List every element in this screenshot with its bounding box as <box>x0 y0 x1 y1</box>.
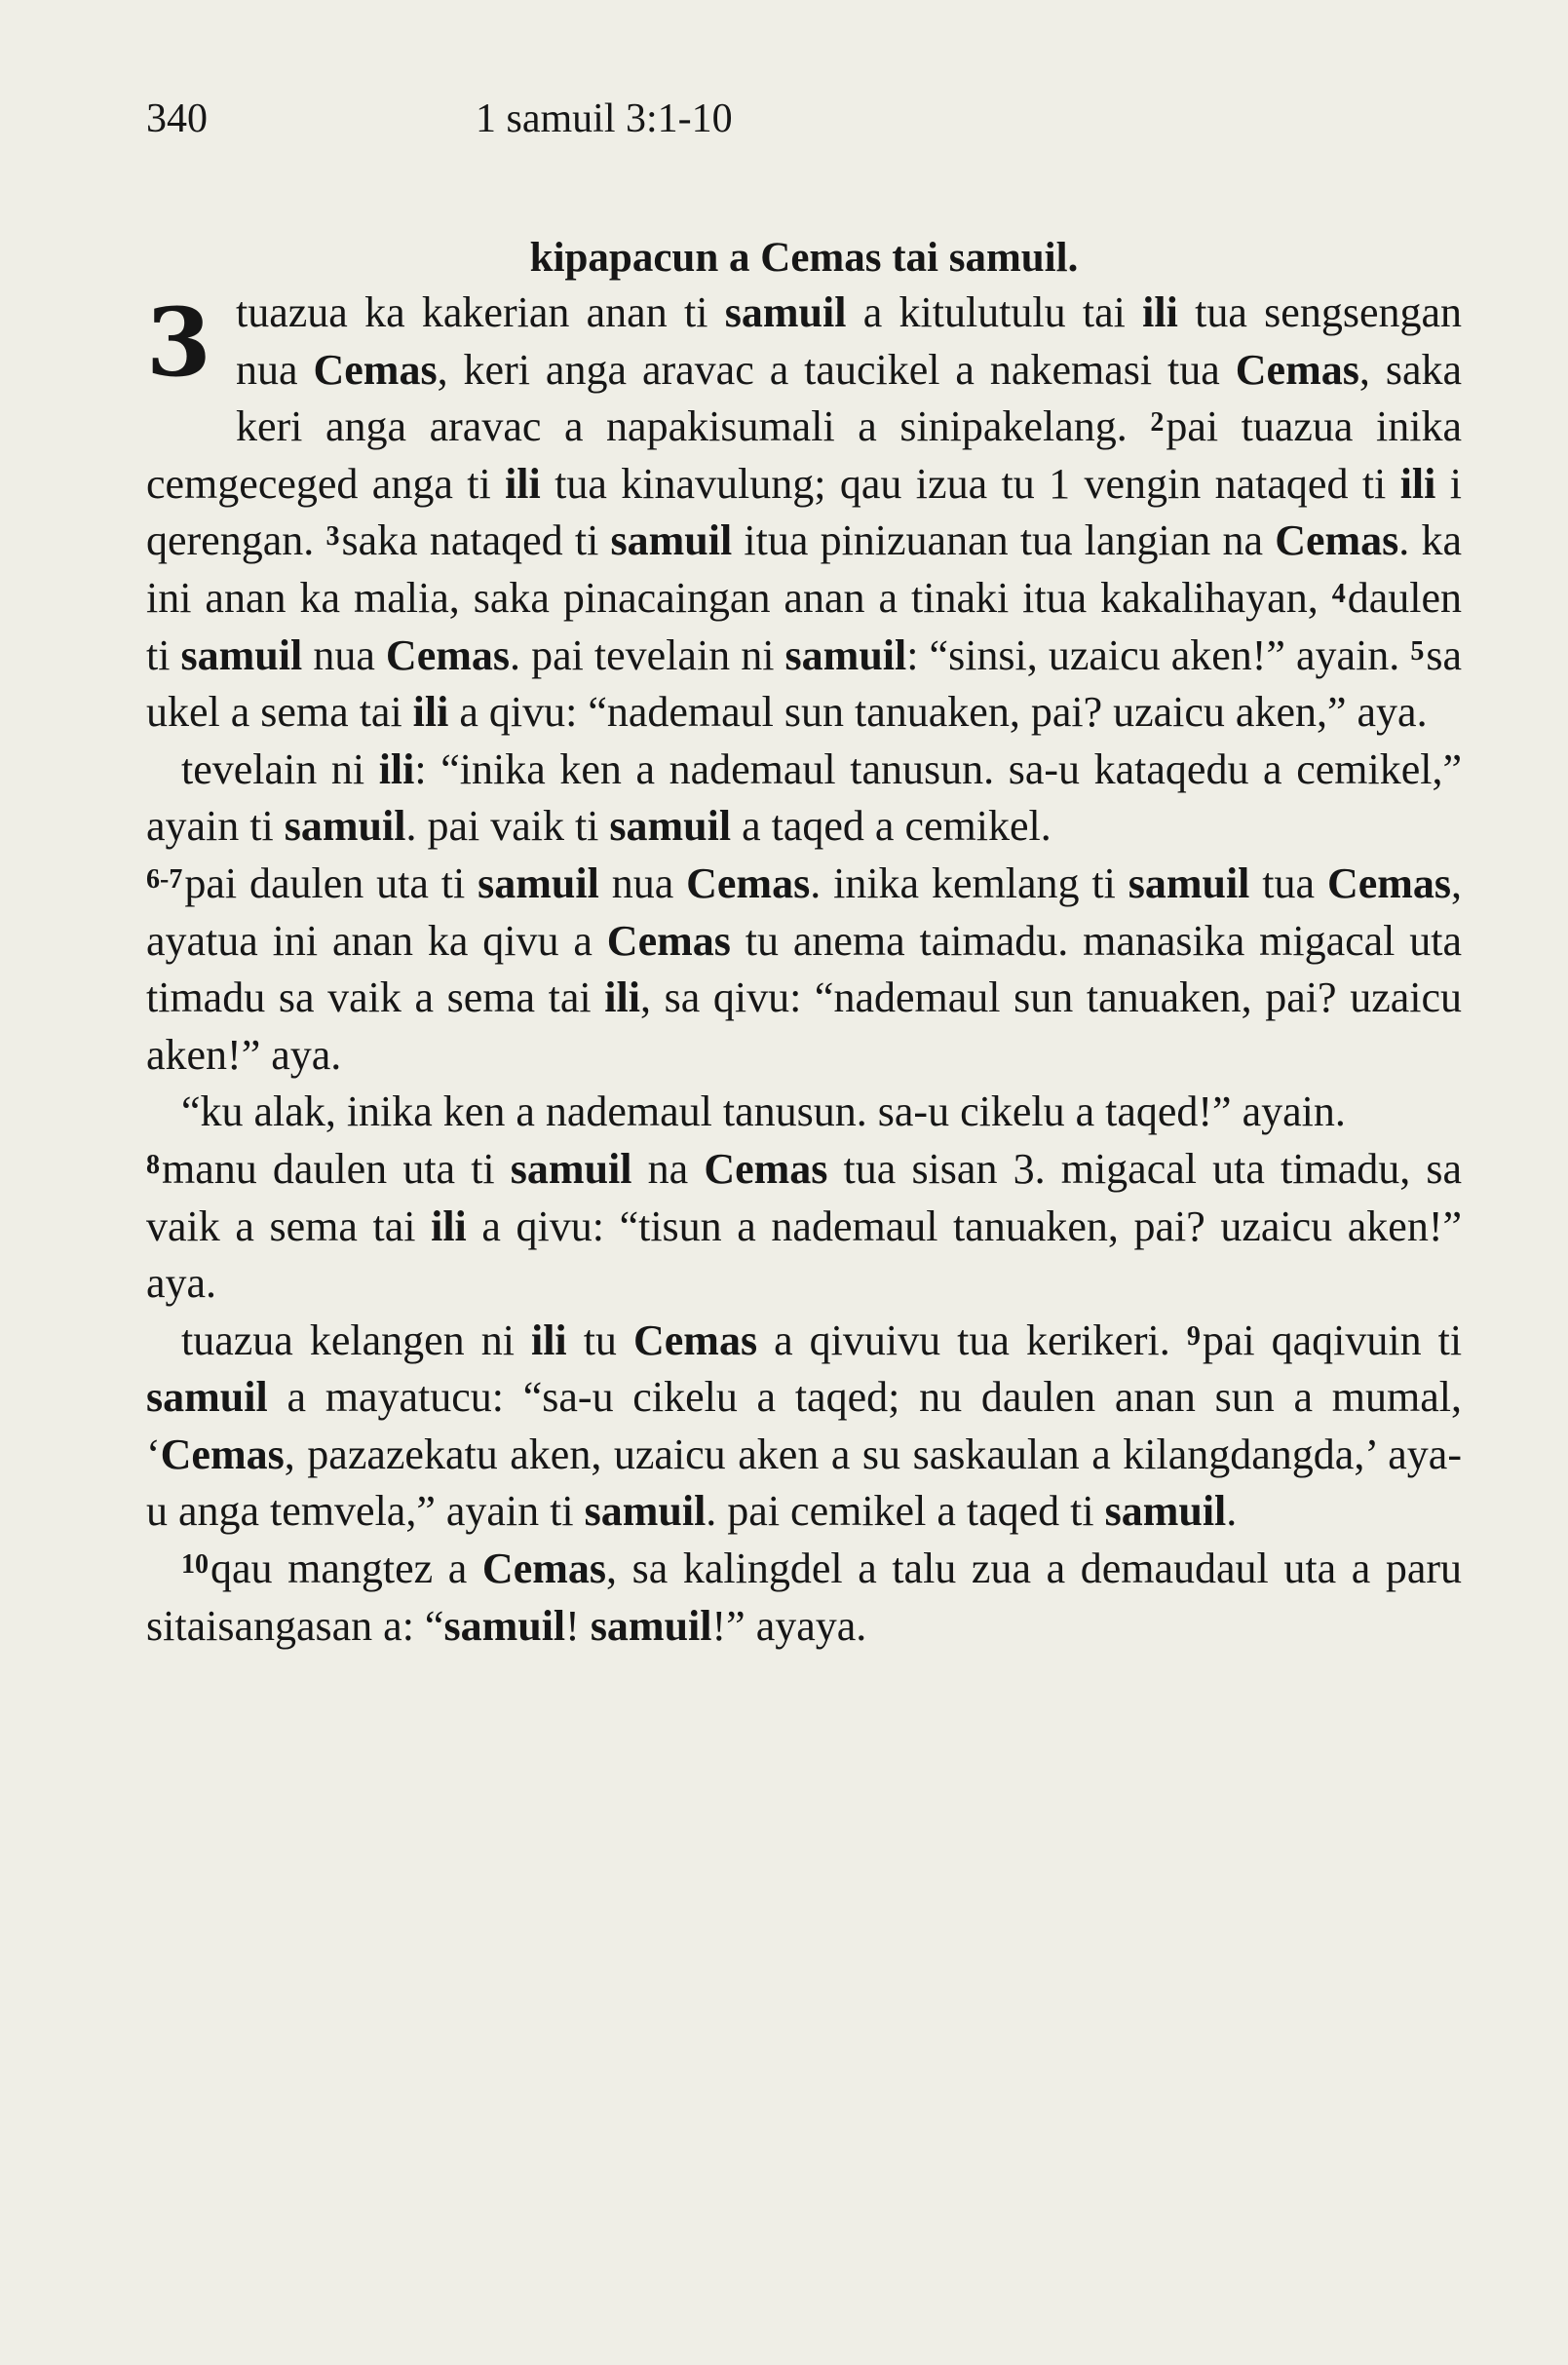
name-bold: samuil <box>724 288 847 336</box>
verse-text: manu daulen uta ti <box>162 1144 495 1193</box>
name-bold: ili <box>1142 288 1178 336</box>
verse-text: pai daulen uta ti <box>184 858 466 907</box>
verse-text: tuazua kelangen ni <box>181 1316 515 1364</box>
verse-text: itua pinizuanan tua langian na <box>744 516 1263 565</box>
verse-text: tua sengsengan nua <box>236 288 1463 394</box>
name-bold: samuil <box>284 802 406 851</box>
verse-text: . pai tevelain ni <box>510 630 775 679</box>
verse-number: 4 <box>1331 578 1346 609</box>
verse-text: . pai vaik ti <box>405 802 599 851</box>
verse-number: 5 <box>1410 635 1425 667</box>
verse-text: tevelain ni <box>181 744 365 793</box>
name-bold: Cemas <box>160 1430 285 1478</box>
name-bold: ili <box>505 459 541 508</box>
verse-text: : “sinsi, uzaicu aken!” ayain. <box>906 630 1400 679</box>
paragraph-7 <box>146 1541 1462 1655</box>
name-bold: ili <box>412 688 449 737</box>
verse-text: a mayatucu: “sa-u cikelu a taqed; nu daulen anan sun a mumal, ‘ <box>146 1373 1462 1478</box>
verse-text: . ka ini anan ka malia, saka pinacaingan anan a tinaki itua kakalihayan, <box>146 516 1463 622</box>
paragraph-5 <box>146 1141 1462 1313</box>
verse-text: tu anema taimadu. manasika migacal uta timadu sa vaik a sema tai <box>146 916 1463 1022</box>
verse-text: , sa kalingdel a talu zua a demaudaul uta a paru sitaisangasan a: “ <box>146 1545 1463 1650</box>
verse-text: a qivu: “tisun a nademaul tanuaken, pai? uzaicu aken!” aya. <box>146 1202 1463 1308</box>
paragraph-1 <box>146 285 1462 742</box>
name-bold: samuil <box>1104 1487 1227 1536</box>
verse-text: . <box>1226 1487 1238 1536</box>
verse-text: i qerengan. <box>146 459 1462 565</box>
name-bold: samuil <box>590 1601 712 1650</box>
verse-text: pai tuazua inika cemgeceged anga ti <box>146 402 1463 508</box>
verse-number: 6-7 <box>146 863 183 895</box>
name-bold: Cemas <box>606 916 731 965</box>
verse-text: pai qaqivuin ti <box>1202 1316 1463 1364</box>
running-head: 1 samuil 3:1-10 <box>476 96 733 141</box>
name-bold: samuil <box>146 1373 268 1422</box>
name-bold: samuil <box>1128 858 1250 907</box>
name-bold: samuil <box>610 516 733 565</box>
verse-text: , pazazekatu aken, uzaicu aken a su saskaulan a kilangdangda,’ aya-u anga temvela,” ayain ti <box>146 1430 1462 1536</box>
verse-text: !” ayaya. <box>711 1601 867 1650</box>
name-bold: Cemas <box>632 1316 758 1364</box>
name-bold: Cemas <box>1235 345 1359 394</box>
name-bold: samuil <box>784 630 907 679</box>
verse-text: “ku alak, inika ken a nademaul tanusun. sa-u cikelu a taqed!” ayain. <box>181 1087 1346 1136</box>
verse-number: 9 <box>1186 1320 1201 1352</box>
verse-text: tua kinavulung; qau izua tu 1 vengin nataqed ti <box>555 459 1387 508</box>
verse-text: : “inika ken a nademaul tanusun. sa-u kataqedu a cemikel,” ayain ti <box>146 744 1462 851</box>
verse-text: tuazua ka kakerian anan ti <box>236 288 708 336</box>
verse-text: ! <box>565 1601 580 1650</box>
name-bold: Cemas <box>313 345 438 394</box>
verse-text: tua sisan 3. migacal uta timadu, sa vaik a sema tai <box>146 1144 1463 1250</box>
name-bold: ili <box>431 1202 467 1250</box>
paragraph-6 <box>146 1313 1462 1541</box>
verse-text: sa ukel a sema tai <box>146 630 1463 737</box>
verse-text: a qivuivu tua kerikeri. <box>774 1316 1170 1364</box>
page <box>146 94 1462 1655</box>
name-bold: samuil <box>609 802 732 851</box>
paragraph-4 <box>146 1084 1462 1141</box>
name-bold: ili <box>378 744 415 793</box>
verse-text: tua <box>1262 858 1316 907</box>
section-title: kipapacun a Cemas tai samuil. <box>529 235 1079 281</box>
verse-text: . pai cemikel a taqed ti <box>706 1487 1094 1536</box>
verse-text: . inika kemlang ti <box>810 858 1116 907</box>
chapter-number: 3 <box>146 287 211 398</box>
verse-text: a taqed a cemikel. <box>742 802 1052 851</box>
name-bold: samuil <box>478 858 599 907</box>
verse-text: daulen ti <box>146 573 1463 679</box>
name-bold: Cemas <box>704 1144 828 1193</box>
paragraph-2 <box>146 742 1462 856</box>
body-text <box>146 285 1462 1655</box>
verse-number: 3 <box>325 521 340 553</box>
name-bold: Cemas <box>1275 516 1399 565</box>
verse-text: nua <box>611 858 674 907</box>
name-bold: ili <box>1399 459 1436 508</box>
verse-number: 8 <box>146 1149 160 1180</box>
page-number: 340 <box>146 96 208 141</box>
verse-text: qau mangtez a <box>210 1545 468 1593</box>
verse-text: a kitulutulu tai <box>862 288 1126 336</box>
name-bold: Cemas <box>481 1545 607 1593</box>
name-bold: samuil <box>584 1487 707 1536</box>
name-bold: Cemas <box>385 630 511 679</box>
name-bold: samuil <box>180 630 303 679</box>
name-bold: samuil <box>510 1144 632 1193</box>
page-header <box>146 94 1462 144</box>
verse-text: , sa qivu: “nademaul sun tanuaken, pai? uzaicu aken!” aya. <box>146 973 1463 1079</box>
name-bold: ili <box>530 1316 567 1364</box>
verse-text: a qivu: “nademaul sun tanuaken, pai? uzaicu aken,” aya. <box>459 688 1428 737</box>
verse-text: tu <box>583 1316 617 1364</box>
name-bold: ili <box>604 973 640 1022</box>
verse-text: na <box>647 1144 689 1193</box>
name-bold: Cemas <box>686 858 811 907</box>
paragraph-3 <box>146 856 1462 1084</box>
verse-text: saka nataqed ti <box>341 516 599 565</box>
name-bold: samuil <box>443 1601 566 1650</box>
verse-text: nua <box>313 630 375 679</box>
verse-text: , saka keri anga aravac a napakisumali a sinipakelang. <box>236 345 1463 451</box>
verse-text: , keri anga aravac a taucikel a nakemasi tua <box>437 345 1220 394</box>
verse-number: 2 <box>1150 407 1165 439</box>
verse-text: , ayatua ini anan ka qivu a <box>146 858 1463 965</box>
name-bold: Cemas <box>1326 858 1452 907</box>
verse-number: 10 <box>181 1549 209 1581</box>
